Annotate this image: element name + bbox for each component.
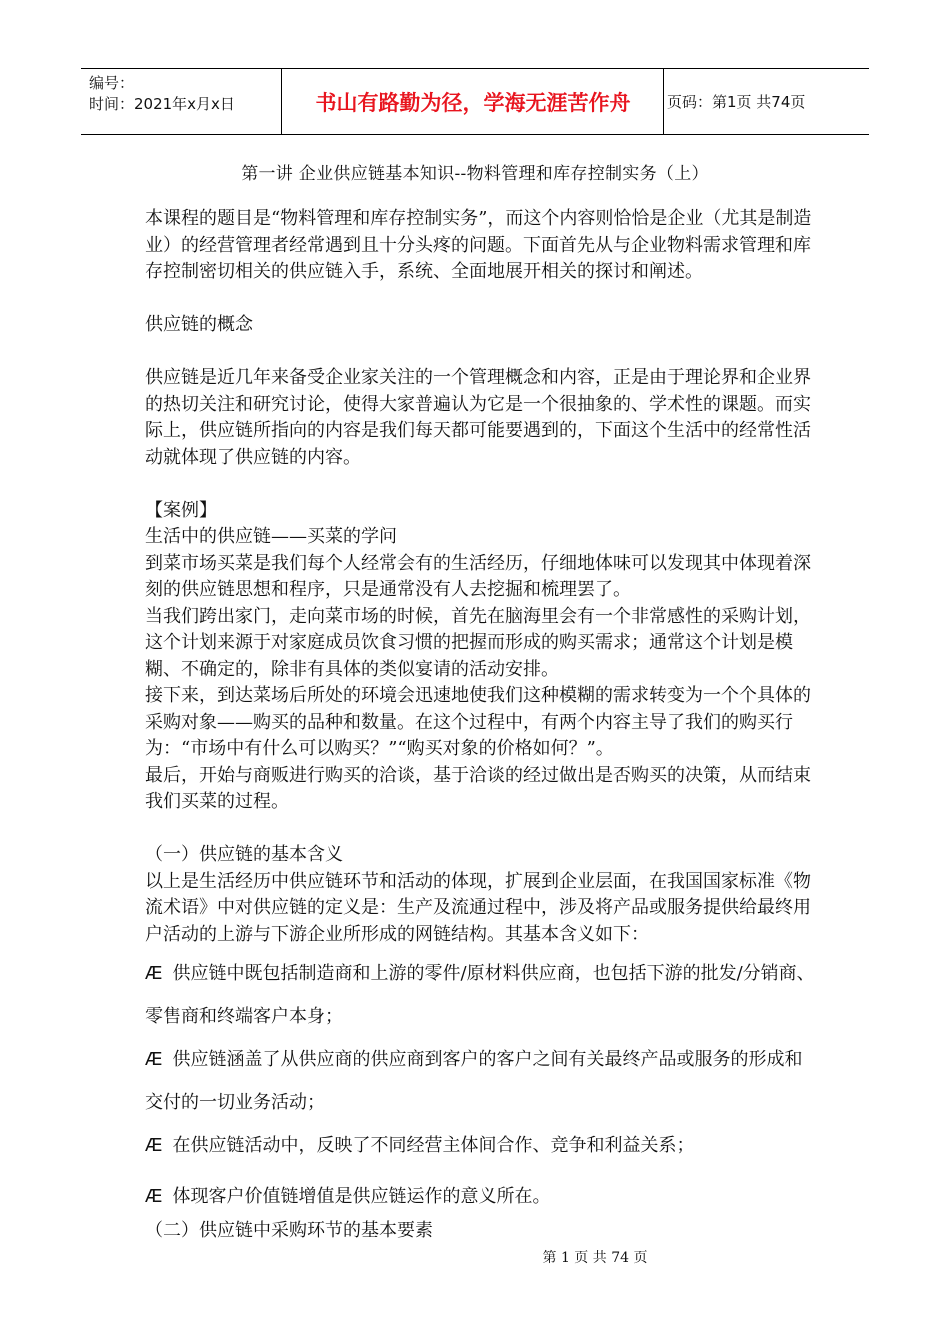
document-title: 第一讲 企业供应链基本知识--物料管理和库存控制实务（上） [241, 164, 709, 184]
header-motto: 书山有路勤为径，学海无涯苦作舟 [315, 90, 631, 115]
intro-paragraph: 本课程的题目是“物料管理和库存控制实务”，而这个内容则恰恰是企业（尤其是制造业）的经营管理者经常遇到且十分头疼的问题。下面首先从与企业物料需求管理和库存控制密切相关的供应链入手，系统、全面地展开相关的探讨和阐述。 [145, 208, 812, 282]
section1-heading: （一）供应链的基本含义 [145, 844, 343, 865]
bullet-list [145, 952, 815, 1218]
doc-time-label: 时间：2021年x月x日 [89, 95, 235, 113]
bullet-glyph-icon: Æ [145, 1049, 163, 1070]
concept-paragraph: 供应链是近几年来备受企业家关注的一个管理概念和内容，正是由于理论界和企业界的热切关注和研究讨论，使得大家普遍认为它是一个很抽象的、学术性的课题。而实际上，供应链所指向的内容是我们每天都可能要遇到的，下面这个生活中的经常性活动就体现了供应链的内容。 [145, 367, 811, 468]
page-header [81, 68, 869, 135]
document-body [145, 206, 815, 1245]
bullet-text: 供应链中既包括制造商和上游的零件/原材料供应商，也包括下游的批发/分销商、零售商和终端客户本身； [145, 963, 815, 1027]
bullet-item [145, 1175, 815, 1218]
case-paragraph-4: 最后，开始与商贩进行购买的洽谈，基于洽谈的经过做出是否购买的决策，从而结束我们买菜的过程。 [145, 764, 811, 812]
header-divider-right [663, 69, 664, 134]
bullet-item [145, 1038, 815, 1124]
bullet-text: 体现客户价值链增值是供应链运作的意义所在。 [172, 1186, 551, 1207]
bullet-glyph-icon: Æ [145, 963, 163, 984]
case-paragraph-3: 接下来，到达菜场后所处的环境会迅速地使我们这种模糊的需求转变为一个个具体的采购对象——购买的品种和数量。在这个过程中，有两个内容主导了我们的购买行为：“市场中有什么可以购买？”“购买对象的价格如何？”。 [145, 685, 811, 759]
case-title: 生活中的供应链——买菜的学问 [145, 526, 397, 547]
page-footer: 第 1 页 共 74 页 [542, 1250, 648, 1266]
bullet-item [145, 952, 815, 1038]
bullet-text: 供应链涵盖了从供应商的供应商到客户的客户之间有关最终产品或服务的形成和交付的一切业务活动； [145, 1049, 803, 1113]
header-meta [89, 73, 235, 115]
bullet-item [145, 1124, 815, 1167]
section2-heading: （二）供应链中采购环节的基本要素 [145, 1220, 433, 1241]
case-paragraph-1: 到菜市场买菜是我们每个人经常会有的生活经历，仔细地体味可以发现其中体现着深刻的供应链思想和程序，只是通常没有人去挖掘和梳理罢了。 [145, 552, 811, 600]
bullet-text: 在供应链活动中，反映了不同经营主体间合作、竞争和利益关系； [172, 1135, 695, 1156]
case-paragraph-2: 当我们跨出家门，走向菜市场的时候，首先在脑海里会有一个非常感性的采购计划，这个计划来源于对家庭成员饮食习惯的把握而形成的购买需求；通常这个计划是模糊、不确定的，除非有具体的类似宴请的活动安排。 [145, 605, 811, 680]
doc-number-label: 编号： [89, 74, 135, 92]
header-divider-left [281, 69, 282, 134]
bullet-glyph-icon: Æ [145, 1135, 163, 1156]
bullet-glyph-icon: Æ [145, 1186, 163, 1207]
concept-heading: 供应链的概念 [145, 314, 253, 335]
case-heading: 【案例】 [145, 499, 217, 521]
section1-paragraph: 以上是生活经历中供应链环节和活动的体现，扩展到企业层面，在我国国家标准《物流术语》中对供应链的定义是：生产及流通过程中，涉及将产品或服务提供给最终用户活动的上游与下游企业所形成的网链结构。其基本含义如下： [145, 870, 811, 945]
header-page-info: 页码：第1页 共74页 [667, 93, 806, 111]
